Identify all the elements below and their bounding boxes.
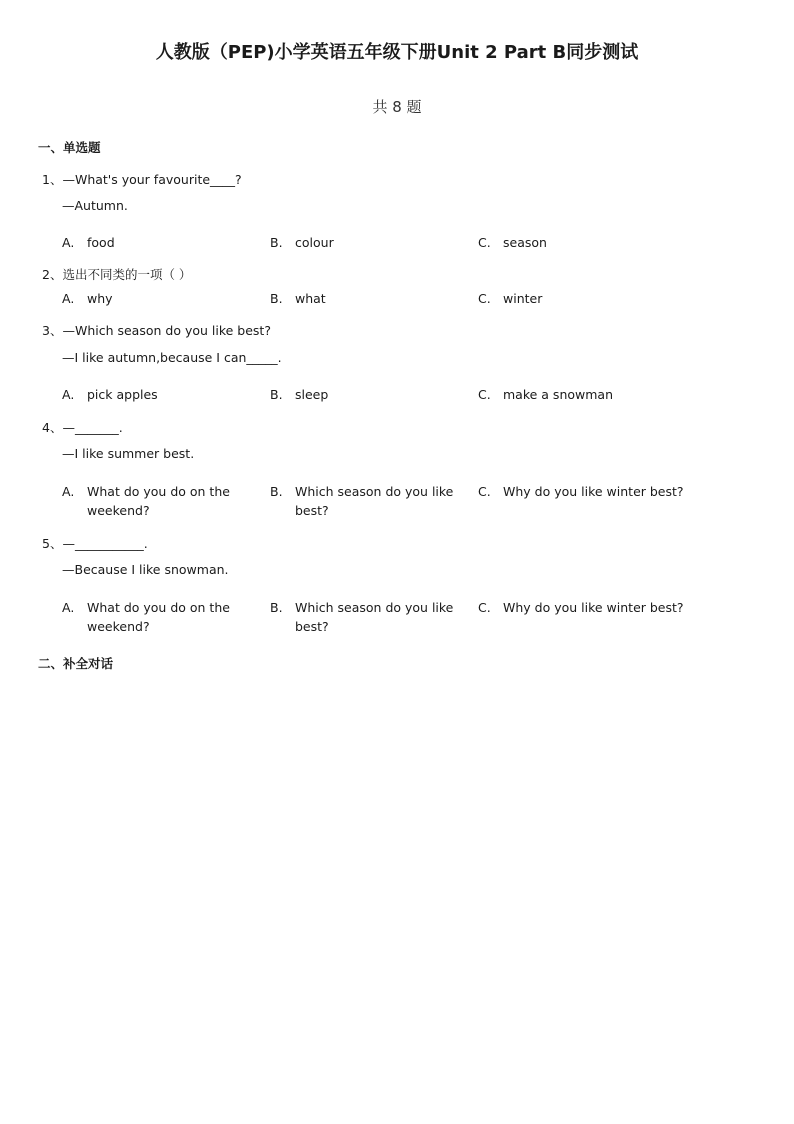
document-title: 人教版（PEP)小学英语五年级下册Unit 2 Part B同步测试 xyxy=(155,42,639,63)
question-count: 共 8 题 xyxy=(372,98,422,116)
section-heading-single-choice: 一、单选题 xyxy=(38,140,101,155)
option-text: Why do you like winter best? xyxy=(503,484,684,499)
option-text: Which season do you like best? xyxy=(295,600,454,634)
option-text: season xyxy=(503,235,547,250)
option-text: colour xyxy=(295,235,334,250)
option-text: why xyxy=(87,291,113,306)
option-text: pick apples xyxy=(87,387,158,402)
question-3-stem: 3、—Which season do you like best? xyxy=(42,323,271,338)
question-4-stem: 4、—_______. xyxy=(42,420,123,435)
option-letter: B. xyxy=(270,484,283,499)
question-3-sub: —I like autumn,because I can_____. xyxy=(62,350,282,365)
section-heading-dialogue: 二、补全对话 xyxy=(38,656,114,671)
question-4-sub: —I like summer best. xyxy=(62,446,195,461)
question-2-stem: 2、选出不同类的一项（ ） xyxy=(42,267,192,282)
question-5-sub: —Because I like snowman. xyxy=(62,562,229,577)
option-text: winter xyxy=(503,291,543,306)
option-letter: A. xyxy=(62,387,75,402)
option-letter: B. xyxy=(270,291,283,306)
option-letter: A. xyxy=(62,291,75,306)
option-text: What do you do on the weekend? xyxy=(87,600,230,634)
option-letter: C. xyxy=(478,291,491,306)
option-text: Why do you like winter best? xyxy=(503,600,684,615)
option-text: food xyxy=(87,235,115,250)
option-text: Which season do you like best? xyxy=(295,484,454,518)
question-5-stem: 5、—___________. xyxy=(42,536,148,551)
option-letter: A. xyxy=(62,235,75,250)
option-letter: A. xyxy=(62,600,75,615)
option-letter: C. xyxy=(478,600,491,615)
option-text: sleep xyxy=(295,387,329,402)
option-letter: A. xyxy=(62,484,75,499)
question-1-sub: —Autumn. xyxy=(62,198,128,213)
question-1-stem: 1、—What's your favourite____? xyxy=(42,172,242,187)
option-letter: B. xyxy=(270,387,283,402)
option-text: what xyxy=(295,291,326,306)
option-text: make a snowman xyxy=(503,387,613,402)
option-letter: C. xyxy=(478,484,491,499)
option-letter: C. xyxy=(478,387,491,402)
option-letter: B. xyxy=(270,235,283,250)
option-letter: C. xyxy=(478,235,491,250)
option-text: What do you do on the weekend? xyxy=(87,484,230,518)
option-letter: B. xyxy=(270,600,283,615)
